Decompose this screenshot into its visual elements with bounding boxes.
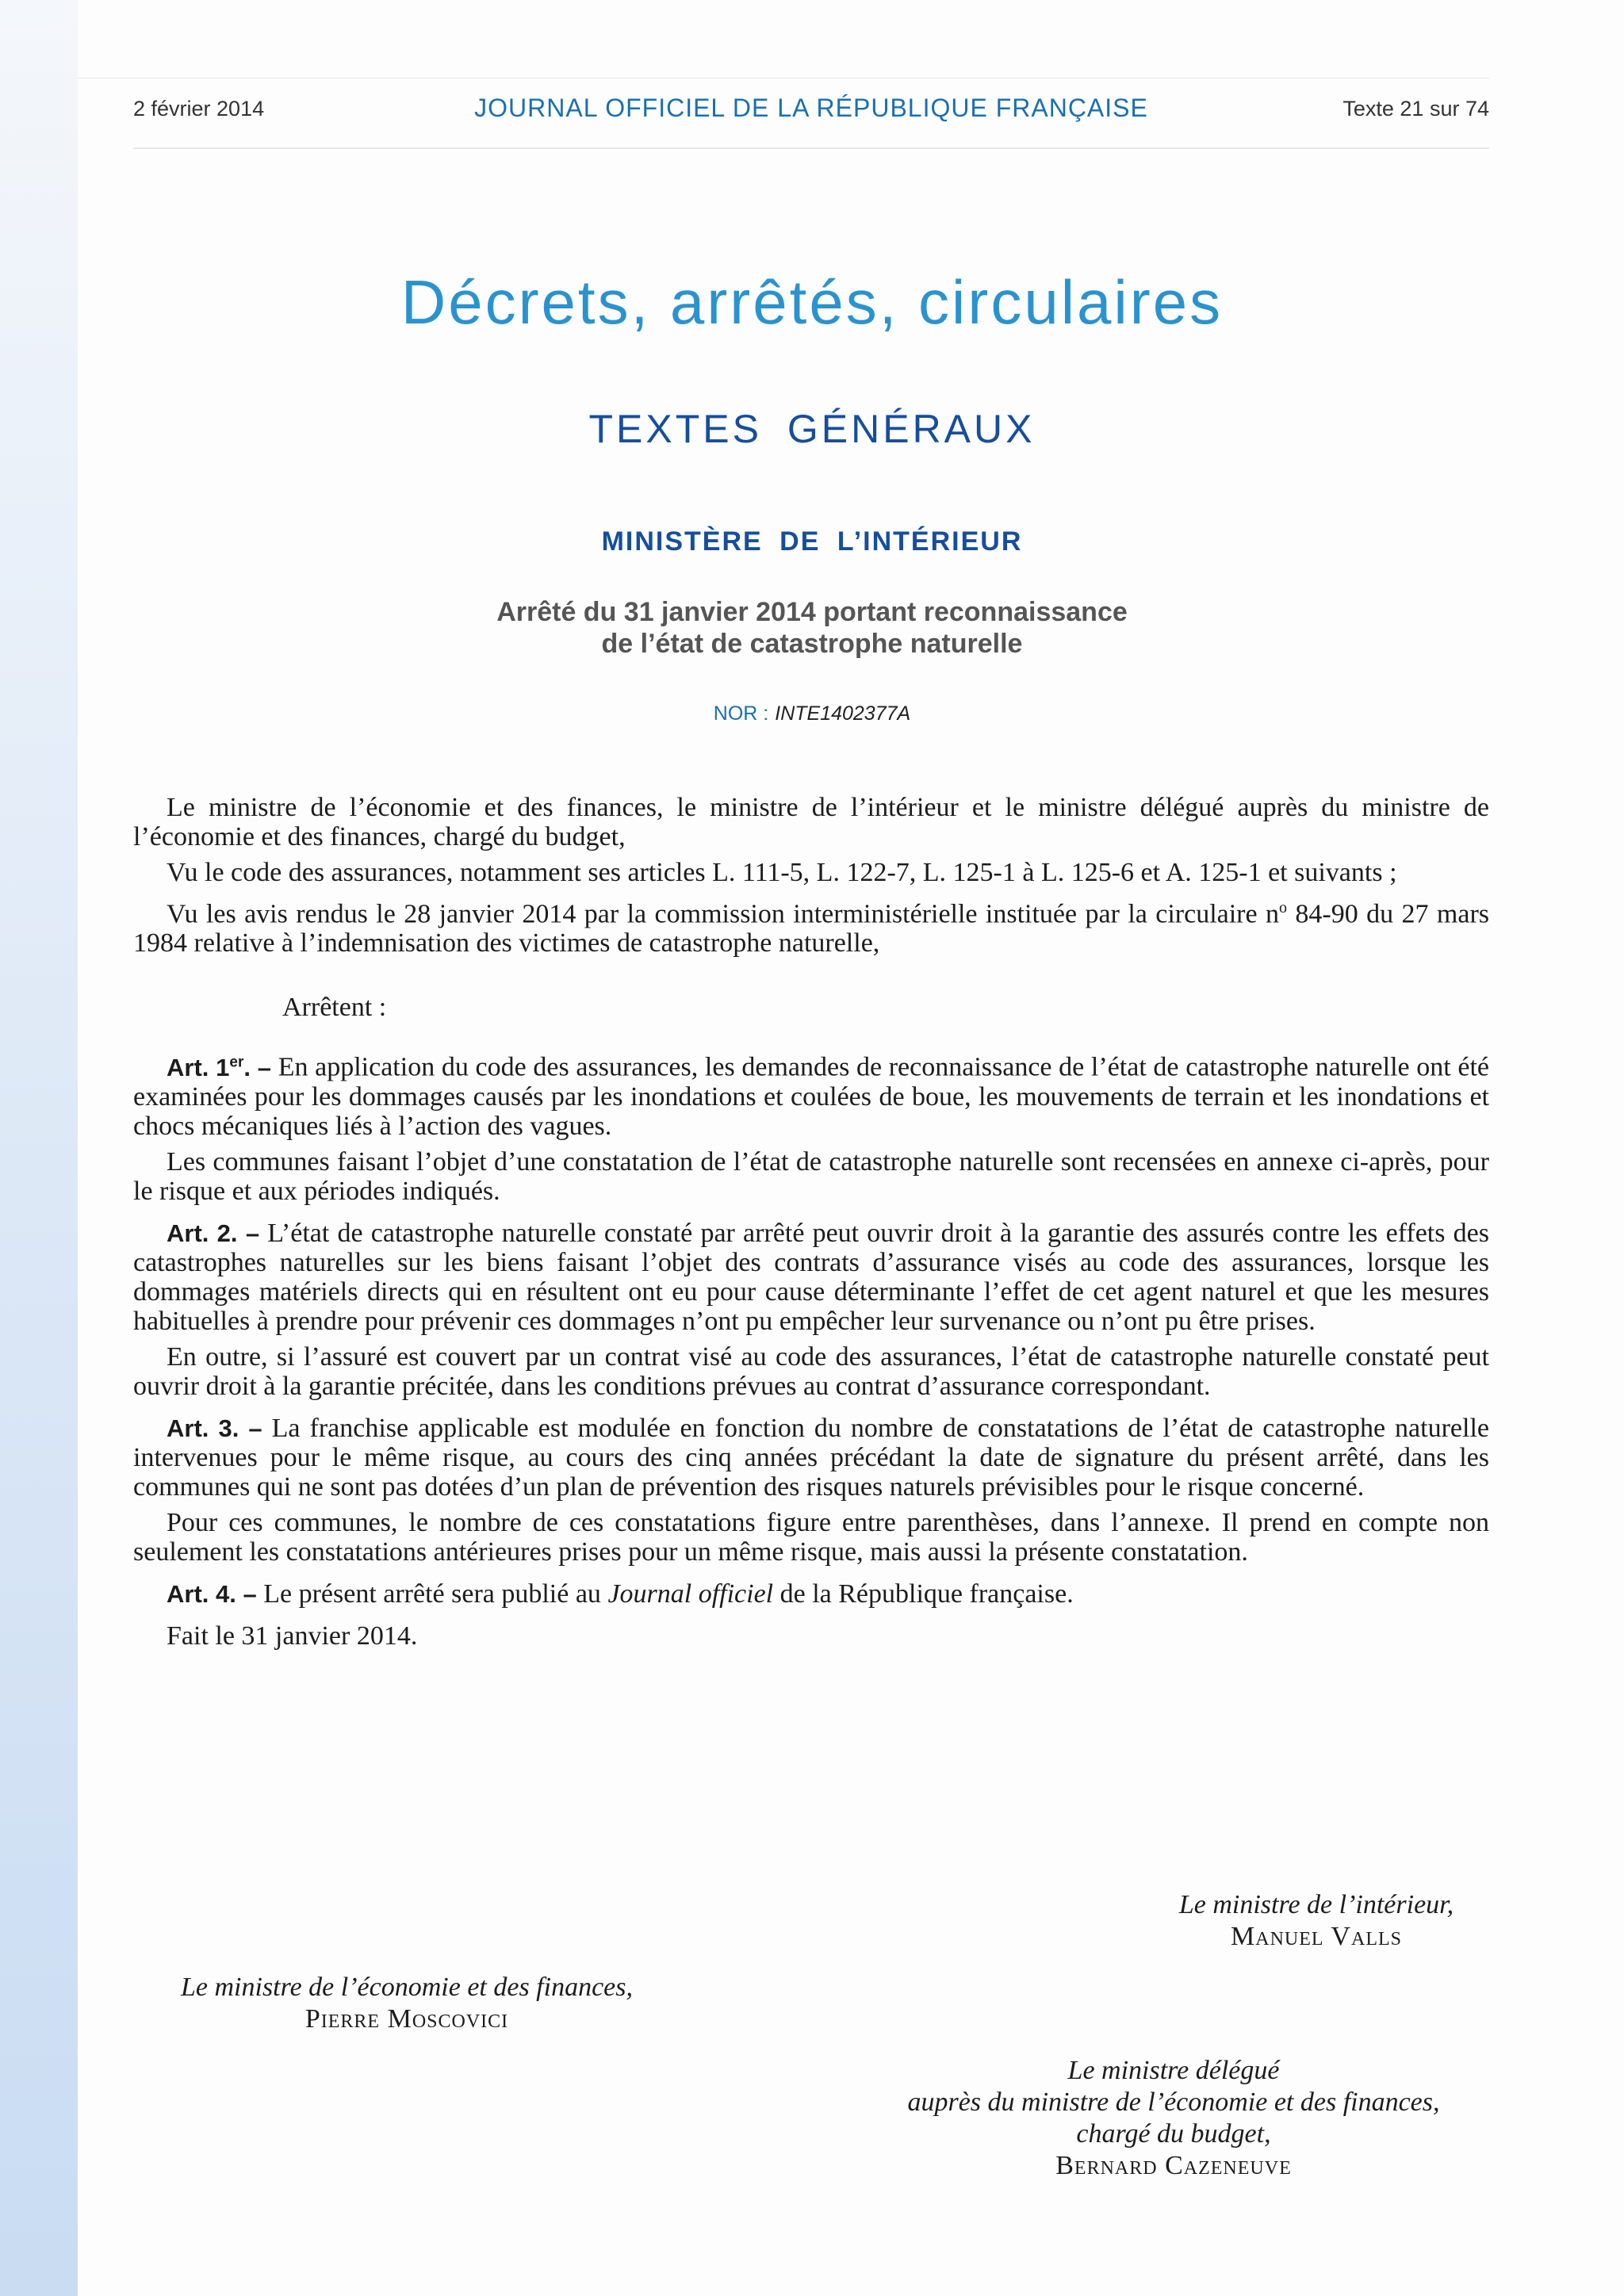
header-text-number: Texte 21 sur 74 [1342, 97, 1489, 121]
nor-label: NOR : [713, 702, 769, 725]
article-label-text: Art. 1 [167, 1053, 230, 1081]
nor-value: INTE1402377A [775, 702, 911, 725]
article-2 [133, 1219, 1489, 1336]
article-label: Art. 2. – [167, 1219, 260, 1247]
signature-interieur [1126, 1889, 1507, 1953]
arrete-title [0, 596, 1624, 660]
signature-name: Bernard Cazeneuve [1055, 2151, 1292, 2180]
preamble-paragraph [133, 894, 1489, 958]
article-label: Art. 3. – [167, 1414, 262, 1442]
arrete-title-line-1: Arrêté du 31 janvier 2014 portant reconnaissance [496, 597, 1128, 627]
article-paragraph: Pour ces communes, le nombre de ces constatations figure entre parenthèses, dans l’annexe. Il prend en compte non seulement les constatations antérieures prises pour un même risque, mais aussi la présente constatation. [133, 1507, 1489, 1567]
signature-name: Pierre Moscovici [304, 2004, 509, 2034]
signature-name: Manuel Valls [1231, 1922, 1402, 1951]
main-title: Décrets, arrêtés, circulaires [400, 267, 1224, 337]
article-1 [133, 1047, 1489, 1140]
article-text: L’état de catastrophe naturelle constaté par arrêté peut ouvrir droit à la garantie des assurés contre les effets des catastrophes naturelles sur les biens faisant l’objet des contrats d’assurance visés au code des assurances, lorsque les dommages matériels directs qui en résultent ont eu pour cause déterminante l’effet de cet agent naturel et que les mesures habituelles à prendre pour prévenir ces dommages n’ont pu empêcher leur survenance ou n’ont pu être prises. [133, 1218, 1489, 1336]
article-paragraph: Les communes faisant l’objet d’une constatation de l’état de catastrophe naturelle sont recensées en annexe ci-après, pour le risque et aux périodes indiqués. [133, 1146, 1489, 1206]
signature-role: chargé du budget, [1076, 2119, 1271, 2149]
article-3 [133, 1414, 1489, 1502]
signature-role: Le ministre délégué [1067, 2056, 1280, 2085]
left-decorative-band [0, 0, 78, 2296]
signature-role: auprès du ministre de l’économie et des finances, [907, 2087, 1440, 2117]
ordinal-superscript: o [1279, 899, 1287, 916]
article-label-end: . – [243, 1053, 272, 1081]
article-text: de la République française. [773, 1578, 1074, 1609]
article-label: Art. 4. – [167, 1579, 257, 1608]
article-label [167, 1054, 271, 1081]
ministry-heading: MINISTÈRE DE L’INTÉRIEUR [601, 526, 1023, 557]
article-paragraph: En outre, si l’assuré est couvert par un contrat visé au code des assurances, l’état de catastrophe naturelle constaté peut ouvrir droit à la garantie précitée, dans les conditions prévues au contrat d’assurance correspondant. [133, 1341, 1489, 1401]
article-text: La franchise applicable est modulée en fonction du nombre de constatations de l’état de catastrophe naturelle intervenues pour le même risque, au cours des cinq années précédant la date de signature du présent arrêté, dans les communes qui ne sont pas dotées d’un plan de prévention des risques naturels prévisibles pour le risque concerné. [133, 1413, 1489, 1502]
arretent-heading: Arrêtent : [282, 993, 387, 1023]
fait-date: Fait le 31 janvier 2014. [167, 1621, 418, 1651]
journal-officiel-italic: Journal officiel [607, 1578, 774, 1609]
page-header [133, 94, 1489, 132]
arrete-title-line-2: de l’état de catastrophe naturelle [601, 629, 1023, 659]
section-title: TEXTES GÉNÉRAUX [588, 407, 1036, 451]
article-4 [133, 1579, 1489, 1609]
preamble-text: 84-90 du 27 mars 1984 relative à l’indemnisation des victimes de catastrophe naturelle, [133, 899, 1489, 959]
article-text: Le présent arrêté sera publié au [263, 1578, 608, 1609]
document-body [133, 793, 1489, 1657]
signature-role: Le ministre de l’économie et des finances, [181, 1973, 633, 2002]
article-label-superscript: er [229, 1054, 244, 1071]
preamble-text: Vu les avis rendus le 28 janvier 2014 par la commission interministérielle instituée par la circulaire n [167, 899, 1279, 929]
header-divider [133, 147, 1489, 149]
preamble-paragraph: Le ministre de l’économie et des finances, le ministre de l’intérieur et le ministre délégué auprès du ministre de l’économie et des finances, chargé du budget, [133, 793, 1489, 851]
header-journal-title: JOURNAL OFFICIEL DE LA RÉPUBLIQUE FRANÇAISE [474, 94, 1148, 122]
signature-role: Le ministre de l’intérieur, [1178, 1890, 1454, 1919]
preamble-paragraph: Vu le code des assurances, notamment ses articles L. 111-5, L. 122-7, L. 125-1 à L. 125-6 et A. 125-1 et suivants ; [167, 858, 1397, 887]
signature-economie [133, 1972, 680, 2035]
signature-delegue [825, 2055, 1522, 2182]
header-date: 2 février 2014 [133, 97, 265, 121]
article-text: En application du code des assurances, les demandes de reconnaissance de l’état de catastrophe naturelle ont été examinées pour les dommages causés par les inondations et coulées de boue, les mouvements de terrain et les inondations et chocs mécaniques liés à l’action des vagues. [133, 1052, 1490, 1141]
nor-reference [0, 702, 1624, 725]
